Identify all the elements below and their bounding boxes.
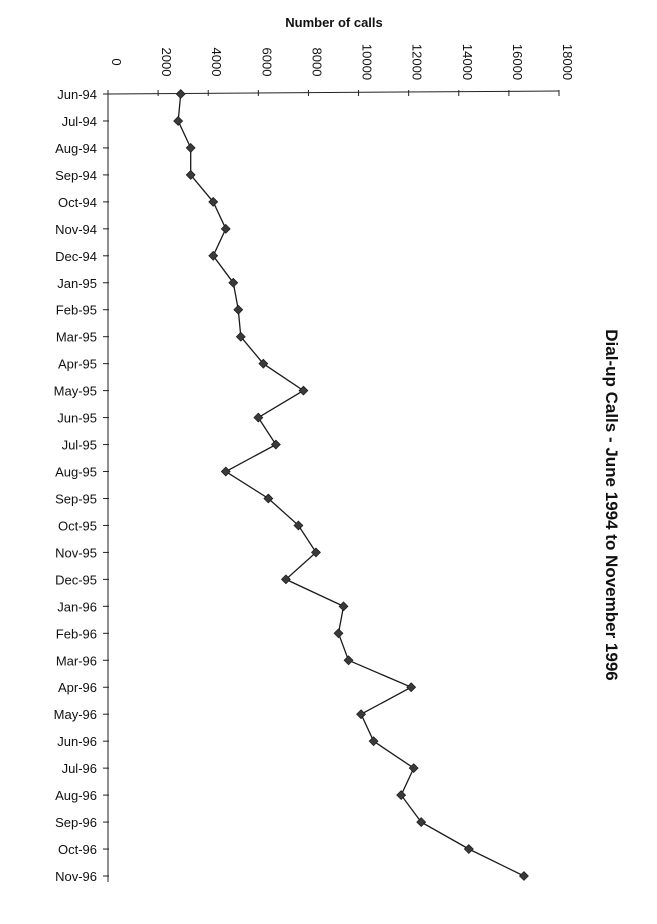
data-point-marker — [234, 305, 243, 314]
value-tick-label: 4000 — [209, 47, 225, 77]
category-tick-label: Aug-95 — [55, 464, 97, 480]
category-tick-label: Aug-94 — [55, 140, 97, 156]
data-point-marker — [407, 683, 416, 692]
data-point-marker — [369, 737, 378, 746]
category-tick-label: Jan-96 — [57, 599, 97, 615]
data-point-marker — [344, 656, 353, 665]
category-tick-label: Nov-96 — [55, 869, 97, 884]
category-tick-label: Feb-95 — [55, 302, 97, 318]
category-tick-label: Mar-95 — [55, 329, 97, 345]
data-point-marker — [464, 845, 473, 854]
category-tick-label: Dec-95 — [55, 572, 97, 588]
value-tick-label: 0 — [109, 58, 124, 66]
chart-title: Dial-up Calls - June 1994 to November 1996 — [602, 329, 621, 681]
value-axis-title: Number of calls — [285, 15, 383, 30]
category-tick-label: May-96 — [53, 707, 97, 723]
data-point-marker — [339, 602, 348, 611]
data-point-marker — [209, 251, 218, 260]
category-tick-label: Jan-95 — [57, 275, 97, 291]
category-tick-label: Apr-96 — [57, 680, 97, 696]
data-point-marker — [299, 386, 308, 395]
category-tick-label: Jun-96 — [57, 734, 97, 750]
category-tick-label: Nov-94 — [55, 221, 97, 237]
value-tick-label: 2000 — [159, 47, 175, 77]
category-tick-label: Dec-94 — [55, 248, 97, 264]
data-point-marker — [186, 143, 195, 152]
value-axis-line — [108, 91, 559, 94]
value-tick-label: 12000 — [409, 43, 425, 81]
value-axis — [108, 44, 575, 96]
value-tick-label: 10000 — [359, 43, 375, 81]
value-tick-label: 6000 — [259, 47, 275, 77]
data-point-marker — [221, 467, 230, 476]
category-tick-label: Jul-94 — [61, 113, 97, 129]
category-tick-label: Sep-94 — [55, 167, 97, 183]
series-calls — [174, 90, 529, 881]
data-point-marker — [357, 710, 366, 719]
category-tick-label: Jun-95 — [57, 410, 97, 426]
data-point-marker — [174, 116, 183, 125]
category-tick-label: Oct-96 — [57, 842, 97, 858]
value-tick-label: 14000 — [459, 43, 475, 81]
category-tick-label: Sep-96 — [55, 815, 97, 831]
data-point-marker — [409, 764, 418, 773]
series-line — [178, 94, 524, 876]
data-point-marker — [271, 440, 280, 449]
data-point-marker — [254, 413, 263, 422]
category-tick-label: Mar-96 — [55, 653, 97, 669]
category-tick-label: Jul-95 — [61, 437, 97, 453]
value-tick-label: 8000 — [309, 47, 325, 77]
category-tick-label: Apr-95 — [57, 356, 97, 372]
data-point-marker — [221, 224, 230, 233]
category-tick-label: Nov-95 — [55, 545, 97, 561]
category-tick-label: Jun-94 — [57, 87, 97, 102]
category-tick-label: Aug-96 — [55, 788, 97, 804]
category-tick-label: Jul-96 — [61, 761, 97, 777]
category-tick-label: May-95 — [53, 383, 97, 399]
value-tick-label: 18000 — [560, 43, 575, 81]
data-point-marker — [519, 872, 528, 881]
category-axis — [54, 87, 109, 884]
category-tick-label: Oct-95 — [57, 518, 97, 534]
data-point-marker — [334, 629, 343, 638]
value-tick-label: 16000 — [509, 43, 525, 81]
category-tick-label: Sep-95 — [55, 491, 97, 507]
category-tick-label: Oct-94 — [57, 194, 97, 210]
category-tick-label: Feb-96 — [55, 626, 97, 642]
data-point-marker — [176, 90, 185, 99]
